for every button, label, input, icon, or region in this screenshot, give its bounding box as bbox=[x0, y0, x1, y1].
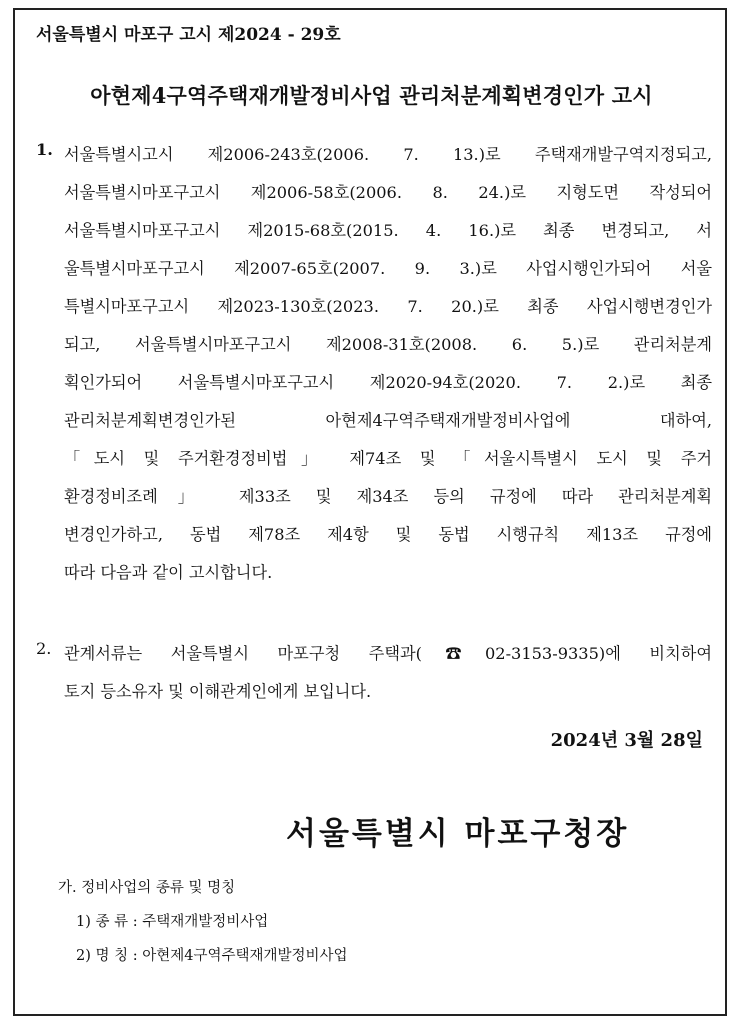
document-title: 아현제4구역주택재개발정비사업 관리처분계획변경인가 고시 bbox=[90, 83, 653, 108]
paragraph-1-line: 따라 다음과 같이 고시합니다. bbox=[64, 563, 273, 582]
section-item-type: 1) 종 류 : 주택재개발정비사업 bbox=[76, 914, 269, 930]
paragraph-2-body bbox=[64, 639, 712, 715]
paragraph-1-body bbox=[64, 140, 712, 596]
paragraph-1-line: 서울특별시마포구고시 제2015-68호(2015. 4. 16.)로 최종 변경되고, 서 bbox=[64, 221, 712, 240]
paragraph-1-line: 되고, 서울특별시마포구고시 제2008-31호(2008. 6. 5.)로 관리처분계 bbox=[64, 335, 712, 354]
paragraph-1-line: 서울특별시고시 제2006-243호(2006. 7. 13.)로 주택재개발구역지정되고, bbox=[64, 145, 712, 164]
notice-date: 2024년 3월 28일 bbox=[550, 730, 703, 751]
paragraph-1-line: 획인가되어 서울특별시마포구고시 제2020-94호(2020. 7. 2.)로 최종 bbox=[64, 373, 712, 392]
paragraph-2-line: 토지 등소유자 및 이해관계인에게 보입니다. bbox=[64, 682, 372, 701]
signer-name: 서울특별시 마포구청장 bbox=[286, 816, 630, 852]
notice-number: 서울특별시 마포구 고시 제2024 - 29호 bbox=[36, 25, 341, 45]
section-item-name: 2) 명 칭 : 아현제4구역주택재개발정비사업 bbox=[76, 948, 348, 964]
paragraph-1-number: 1. bbox=[36, 140, 53, 159]
paragraph-2-number: 2. bbox=[36, 639, 52, 658]
section-heading: 가. 정비사업의 종류 및 명칭 bbox=[58, 880, 236, 896]
paragraph-1-line: 변경인가하고, 동법 제78조 제4항 및 동법 시행규칙 제13조 규정에 bbox=[64, 525, 712, 544]
paragraph-2-line: 관계서류는 서울특별시 마포구청 주택과(☎02-3153-9335)에 비치하여 bbox=[64, 644, 712, 663]
paragraph-1-line: 서울특별시마포구고시 제2006-58호(2006. 8. 24.)로 지형도면 작성되어 bbox=[64, 183, 712, 202]
paragraph-1-line: 관리처분계획변경인가된 아현제4구역주택재개발정비사업에 대하여, bbox=[64, 411, 712, 430]
paragraph-1-line: 환경정비조례」 제33조 및 제34조 등의 규정에 따라 관리처분계획 bbox=[64, 487, 712, 506]
paragraph-1-line: 「도시 및 주거환경정비법」 제74조 및 「서울시특별시 도시 및 주거 bbox=[64, 449, 712, 468]
paragraph-1-line: 특별시마포구고시 제2023-130호(2023. 7. 20.)로 최종 사업시행변경인가 bbox=[64, 297, 712, 316]
paragraph-1-line: 울특별시마포구고시 제2007-65호(2007. 9. 3.)로 사업시행인가되어 서울 bbox=[64, 259, 712, 278]
